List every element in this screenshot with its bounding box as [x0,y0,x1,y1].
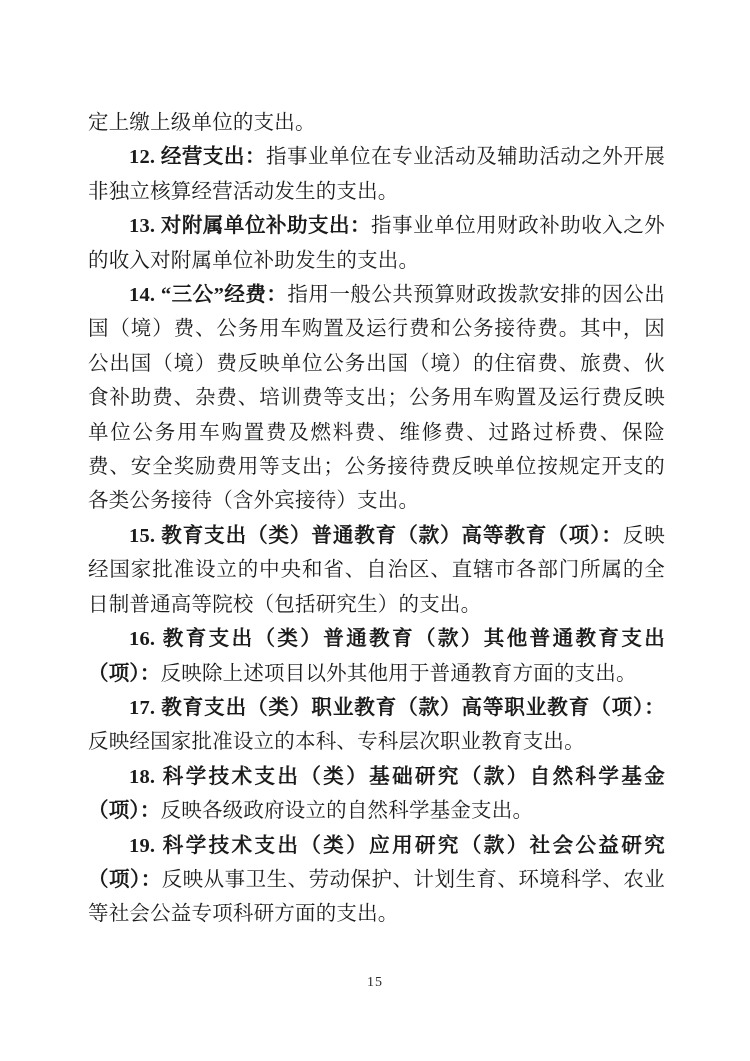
paragraph-lead: 15. 教育支出（类）普通教育（款）高等教育（项）： [129,524,623,547]
paragraph [88,691,665,760]
paragraph-body: 反映除上述项目以外其他用于普通教育方面的支出。 [160,662,637,685]
paragraph [88,760,665,829]
paragraph [88,622,665,691]
paragraph-body: 反映经国家批准设立的本科、专科层次职业教育支出。 [88,731,585,754]
paragraph [88,140,665,209]
paragraph-lead: 12. 经营支出： [129,146,266,169]
paragraph-body: 反映各级政府设立的自然科学基金支出。 [160,800,534,823]
paragraph-body: 指事业单位用财政补助收入之外的收入对附属单位补助发生的支出。 [88,215,665,272]
page-content [88,106,665,932]
paragraph [88,106,665,140]
paragraph-body: 指事业单位在专业活动及辅助活动之外开展非独立核算经营活动发生的支出。 [88,146,665,203]
paragraph-lead: 16. 教育支出（类）普通教育（款）其他普通教育支出（项）： [88,628,665,685]
paragraph-lead: 18. 科学技术支出（类）基础研究（款）自然科学基金（项）： [88,765,665,823]
paragraph-body: 反映经国家批准设立的中央和省、自治区、直辖市各部门所属的全日制普通高等院校（包括研究生）的支出。 [88,524,665,616]
paragraph-body: 定上缴上级单位的支出。 [88,112,316,134]
paragraph-lead: 13. 对附属单位补助支出： [129,215,372,238]
page-number: 15 [367,975,383,990]
paragraph [88,209,665,278]
paragraph-body: 指用一般公共预算财政拨款安排的因公出国（境）费、公务用车购置及运行费和公务接待费。其中，因公出国（境）费反映单位公务出国（境）的住宿费、旅费、伙食补助费、杂费、培训费等支出；公务用车购置及运行费反映单位公务用车购置费及燃料费、维修费、过路过桥费、保险费、安全奖励费用等支出；公务接待费反映单位按规定开支的各类公务接待（含外宾接待）支出。 [88,284,666,513]
paragraph [88,278,665,519]
paragraph-lead: 14. “三公”经费： [129,284,288,307]
paragraph-lead: 17. 教育支出（类）职业教育（款）高等职业教育（项）： [129,696,665,719]
paragraph-body: 反映从事卫生、劳动保护、计划生育、环境科学、农业等社会公益专项科研方面的支出。 [88,868,665,926]
paragraph [88,829,665,932]
paragraph-lead: 19. 科学技术支出（类）应用研究（款）社会公益研究（项）： [88,834,665,891]
paragraph [88,519,665,622]
